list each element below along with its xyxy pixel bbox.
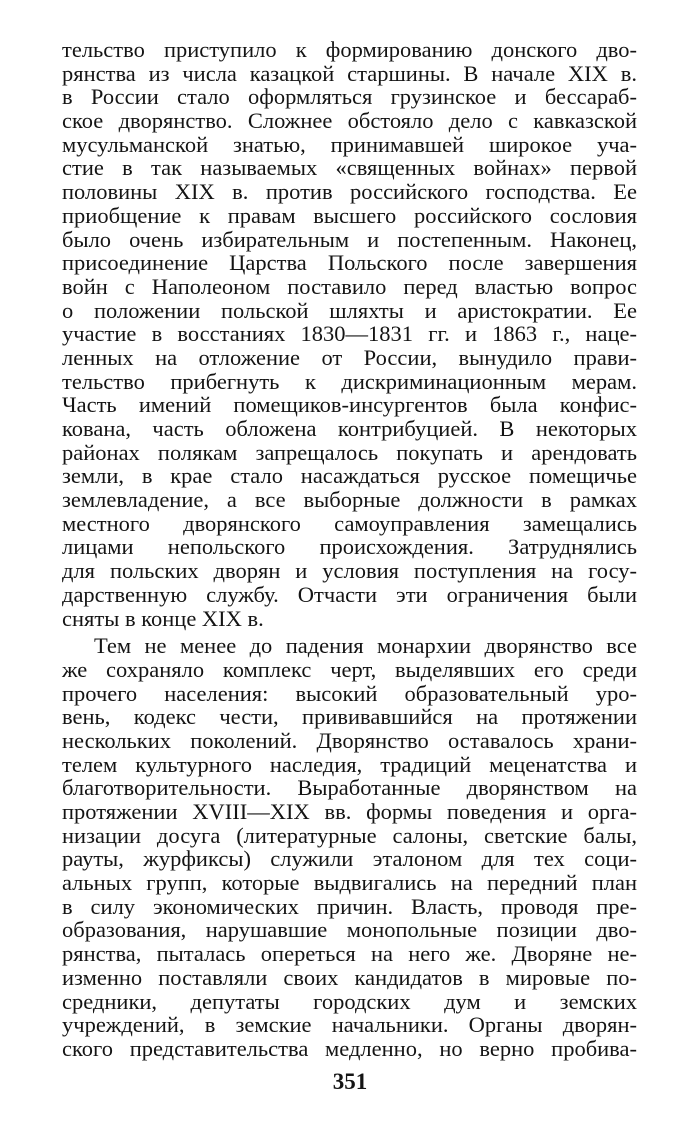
text-line: в России стало оформляться грузинское и бессараб- [62,84,637,110]
page-number: 351 [332,1069,368,1094]
text-line: войн с Наполеоном поставило перед властью вопрос [62,273,637,299]
paragraph-2 [62,634,637,1060]
text-line: лицами непольского происхождения. Затруднялись [62,534,637,560]
text-line: прочего населения: высокий образовательный уро- [62,680,637,706]
text-line: же сохраняло комплекс черт, выделявших его среди [62,656,637,682]
text-line: альных групп, которые выдвигались на передний план [62,870,637,896]
text-line: о положении польской шляхты и аристократии. Ее [62,297,637,323]
text-line: районах полякам запрещалось покупать и арендовать [62,439,637,465]
text-line: Часть имений помещиков-инсургентов была конфис- [62,392,637,418]
text-line: мусульманской знатью, принимавшей широкое уча- [62,131,637,157]
text-line: изменно поставляли своих кандидатов в мировые по- [62,964,637,990]
text-line: тельство приступило к формированию донского дво- [62,37,637,62]
text-line: ского представительства медленно, но верно пробива- [62,1035,637,1061]
text-line: стие в так называемых «священных войнах» первой [62,155,637,181]
text-line: ленных на отложение от России, вынудило прави- [62,344,637,370]
text-line: телем культурного наследия, традиций меценатства и [62,751,637,777]
text-line: для польских дворян и условия поступления на госу- [62,558,637,584]
text-line: вень, кодекс чести, прививавшийся на протяжении [62,704,637,730]
text-line: протяжении XVIII—XIX вв. формы поведения и орга- [62,799,637,824]
text-line: низации досуга (литературные салоны, светские балы, [62,822,637,848]
text-line: ское дворянство. Сложнее обстояло дело с кавказской [62,108,637,134]
text-line: учреждений, в земские начальники. Органы дворян- [62,1012,637,1038]
text-line: землевладение, а все выборные должности в рамках [62,487,637,513]
text-line: благотворительности. Выработанные дворянством на [62,775,637,801]
text-line: кована, часть обложена контрибуцией. В некоторых [62,416,637,441]
text-line: было очень избирательным и постепенным. Наконец, [62,226,637,252]
text-line: рянства, пыталась опереться на него же. Дворяне не- [62,941,637,967]
text-line: местного дворянского самоуправления замещались [62,510,637,536]
text-line: нескольких поколений. Дворянство оставалось храни- [62,727,637,753]
paragraph-1 [62,38,637,630]
text-line: дарственную службу. Отчасти эти ограничения были [62,581,637,607]
text-line: рянства из числа казацкой старшины. В начале XIX в. [62,60,637,86]
text-line: половины XIX в. против российского господства. Ее [62,179,637,205]
text-line: приобщение к правам высшего российского сословия [62,202,637,228]
text-line: земли, в крае стало насаждаться русское помещичье [62,463,637,489]
text-line: в силу экономических причин. Власть, проводя пре- [62,893,637,919]
text-line: Тем не менее до падения монархии дворянство все [94,633,637,659]
text-line: сняты в конце XIX в. [62,605,264,631]
page-body [62,38,637,1061]
text-line: присоединение Царства Польского после завершения [62,250,637,276]
text-line: участие в восстаниях 1830—1831 гг. и 1863 г., наце- [62,321,637,347]
text-line: средники, депутаты городских дум и земских [62,988,637,1014]
text-line: рауты, журфиксы) служили эталоном для тех соци- [62,846,637,872]
text-line: образования, нарушавшие монопольные позиции дво- [62,917,637,943]
text-line: тельство прибегнуть к дискриминационным мерам. [62,368,637,394]
